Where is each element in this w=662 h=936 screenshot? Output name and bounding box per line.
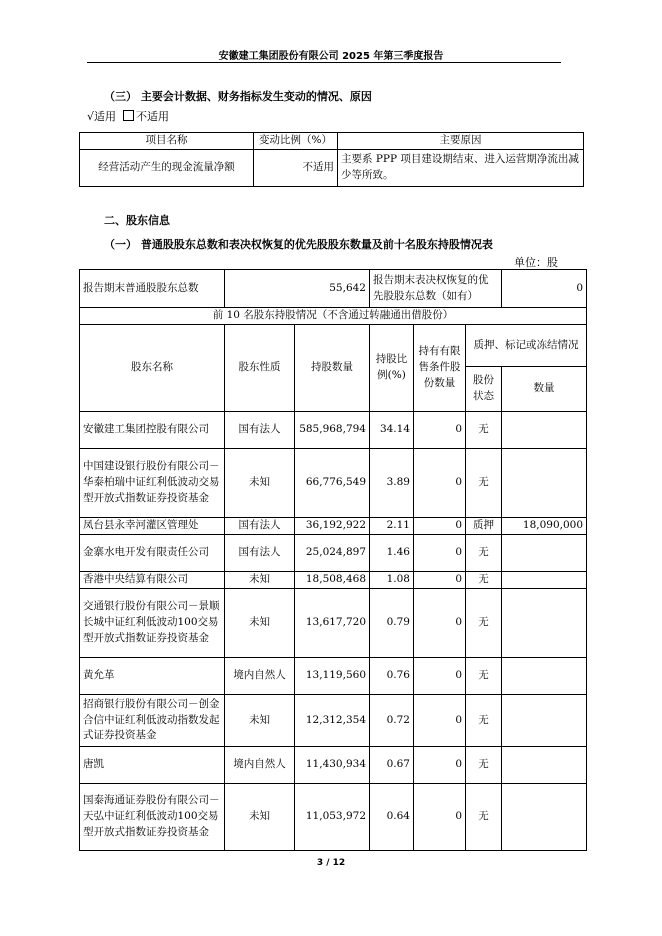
unit-label: 单位：股 [514, 256, 558, 269]
shares-cell: 11,430,934 [295, 747, 370, 784]
table-row [80, 695, 587, 747]
not-applicable-label: 不适用 [136, 110, 170, 123]
shareholder-name-cell: 安徽建工集团控股有限公司 [80, 412, 225, 449]
table-row [80, 589, 587, 658]
pledge-qty-cell [502, 589, 587, 658]
ratio-cell: 0.64 [370, 784, 414, 851]
shareholder-nature-cell: 未知 [225, 784, 295, 851]
shareholder-section-title: 二、股东信息 [104, 214, 170, 227]
pledge-status-cell: 无 [466, 747, 502, 784]
pledge-qty-cell [502, 449, 587, 518]
shareholder-table [79, 269, 587, 851]
shareholder-name-cell: 金寨水电开发有限责任公司 [80, 535, 225, 572]
shareholder-nature-cell: 未知 [225, 589, 295, 658]
ratio-cell: 2.11 [370, 518, 414, 535]
applicable-label: 适用 [94, 110, 117, 123]
applicability [87, 108, 169, 124]
shareholder-name-cell: 交通银行股份有限公司－景顺长城中证红利低波动100交易型开放式指数证券投资基金 [80, 589, 225, 658]
shareholder-name-cell: 香港中央结算有限公司 [80, 572, 225, 589]
shareholder-nature-cell: 境内自然人 [225, 747, 295, 784]
pledge-status-cell: 质押 [466, 518, 502, 535]
shares-cell: 66,776,549 [295, 449, 370, 518]
pledge-qty-cell [502, 535, 587, 572]
col-header-item: 项目名称 [80, 133, 254, 150]
table-row [80, 412, 587, 449]
restricted-cell: 0 [414, 747, 466, 784]
page-number: 3 / 12 [316, 858, 346, 868]
total-label: 报告期末普通股股东总数 [80, 270, 225, 308]
col-header-pledge-group: 质押、标记或冻结情况 [466, 325, 587, 367]
shares-cell: 18,508,468 [295, 572, 370, 589]
shareholder-nature-cell: 未知 [225, 449, 295, 518]
table-row [80, 449, 587, 518]
shareholder-name-cell: 唐凯 [80, 747, 225, 784]
restricted-cell: 0 [414, 589, 466, 658]
shareholder-nature-cell: 未知 [225, 572, 295, 589]
ratio-cell: 0.76 [370, 658, 414, 695]
col-header-reason: 主要原因 [338, 133, 584, 150]
pledge-qty-cell [502, 572, 587, 589]
shares-cell: 13,119,560 [295, 658, 370, 695]
col-header-nature: 股东性质 [225, 325, 295, 412]
shares-cell: 13,617,720 [295, 589, 370, 658]
ratio-cell: 3.89 [370, 449, 414, 518]
table-row [80, 150, 584, 187]
pledge-qty-cell [502, 747, 587, 784]
ratio-cell: 1.08 [370, 572, 414, 589]
header-divider [87, 62, 561, 63]
col-header-name: 股东名称 [80, 325, 225, 412]
pledge-status-cell: 无 [466, 535, 502, 572]
shareholder-name-cell: 中国建设银行股份有限公司－华泰柏瑞中证红利低波动交易型开放式指数证券投资基金 [80, 449, 225, 518]
shareholder-nature-cell: 未知 [225, 695, 295, 747]
pledge-status-cell: 无 [466, 412, 502, 449]
col-header-pledge-qty: 数量 [502, 367, 587, 412]
pledge-status-cell: 无 [466, 784, 502, 851]
col-header-ratio: 持股比例(%) [370, 325, 414, 412]
shares-cell: 12,312,354 [295, 695, 370, 747]
table-row [80, 518, 587, 535]
pledge-status-cell: 无 [466, 589, 502, 658]
col-header-shares: 持股数量 [295, 325, 370, 412]
col-header-restricted: 持有有限售条件股份数量 [414, 325, 466, 412]
ratio-cell: 1.46 [370, 535, 414, 572]
section-3-title: （三） 主要会计数据、财务指标发生变动的情况、原因 [104, 90, 372, 103]
ratio-cell: 0.72 [370, 695, 414, 747]
restricted-cell: 0 [414, 449, 466, 518]
ratio-cell: 0.79 [370, 589, 414, 658]
pledge-qty-cell [502, 658, 587, 695]
table-row [80, 658, 587, 695]
table-row [80, 572, 587, 589]
restricted-cell: 0 [414, 695, 466, 747]
pledge-status-cell: 无 [466, 449, 502, 518]
pref-value: 0 [502, 270, 587, 308]
restricted-cell: 0 [414, 784, 466, 851]
col-header-ratio: 变动比例（%） [254, 133, 338, 150]
restricted-cell: 0 [414, 518, 466, 535]
shareholder-name-cell: 黄允革 [80, 658, 225, 695]
shareholder-rows [80, 412, 587, 851]
ratio-cell: 不适用 [254, 150, 338, 187]
pledge-qty-cell [502, 412, 587, 449]
shareholder-nature-cell: 国有法人 [225, 535, 295, 572]
shareholder-table-title: （一） 普通股股东总数和表决权恢复的优先股股东数量及前十名股东持股情况表 [104, 238, 493, 251]
shareholder-name-cell: 凤台县永幸河灌区管理处 [80, 518, 225, 535]
table-row [80, 747, 587, 784]
item-cell: 经营活动产生的现金流量净额 [80, 150, 254, 187]
shareholder-nature-cell: 国有法人 [225, 518, 295, 535]
pledge-qty-cell [502, 784, 587, 851]
top10-title: 前 10 名股东持股情况（不含通过转融通出借股份） [80, 308, 587, 325]
pledge-qty-cell: 18,090,000 [502, 518, 587, 535]
change-reason-table [79, 132, 584, 187]
shares-cell: 36,192,922 [295, 518, 370, 535]
not-applicable-checkbox-icon [123, 110, 134, 121]
reason-cell: 主要系 PPP 项目建设期结束、进入运营期净流出减少等所致。 [338, 150, 584, 187]
pledge-qty-cell [502, 695, 587, 747]
shareholder-nature-cell: 国有法人 [225, 412, 295, 449]
shares-cell: 11,053,972 [295, 784, 370, 851]
col-header-pledge-status: 股份状态 [466, 367, 502, 412]
shares-cell: 585,968,794 [295, 412, 370, 449]
table-row [80, 535, 587, 572]
table-row [80, 784, 587, 851]
shareholder-name-cell: 国泰海通证券股份有限公司－天弘中证红利低波动100交易型开放式指数证券投资基金 [80, 784, 225, 851]
ratio-cell: 0.67 [370, 747, 414, 784]
restricted-cell: 0 [414, 535, 466, 572]
shares-cell: 25,024,897 [295, 535, 370, 572]
pledge-status-cell: 无 [466, 658, 502, 695]
restricted-cell: 0 [414, 658, 466, 695]
shareholder-name-cell: 招商银行股份有限公司－创金合信中证红利低波动指数发起式证券投资基金 [80, 695, 225, 747]
applicable-check-mark: √ [87, 110, 95, 123]
restricted-cell: 0 [414, 572, 466, 589]
page-header: 安徽建工集团股份有限公司 2025 年第三季度报告 [218, 51, 444, 62]
ratio-cell: 34.14 [370, 412, 414, 449]
total-value: 55,642 [225, 270, 370, 308]
pledge-status-cell: 无 [466, 572, 502, 589]
pledge-status-cell: 无 [466, 695, 502, 747]
shareholder-nature-cell: 境内自然人 [225, 658, 295, 695]
pref-label: 报告期末表决权恢复的优先股股东总数（如有） [370, 270, 502, 308]
restricted-cell: 0 [414, 412, 466, 449]
